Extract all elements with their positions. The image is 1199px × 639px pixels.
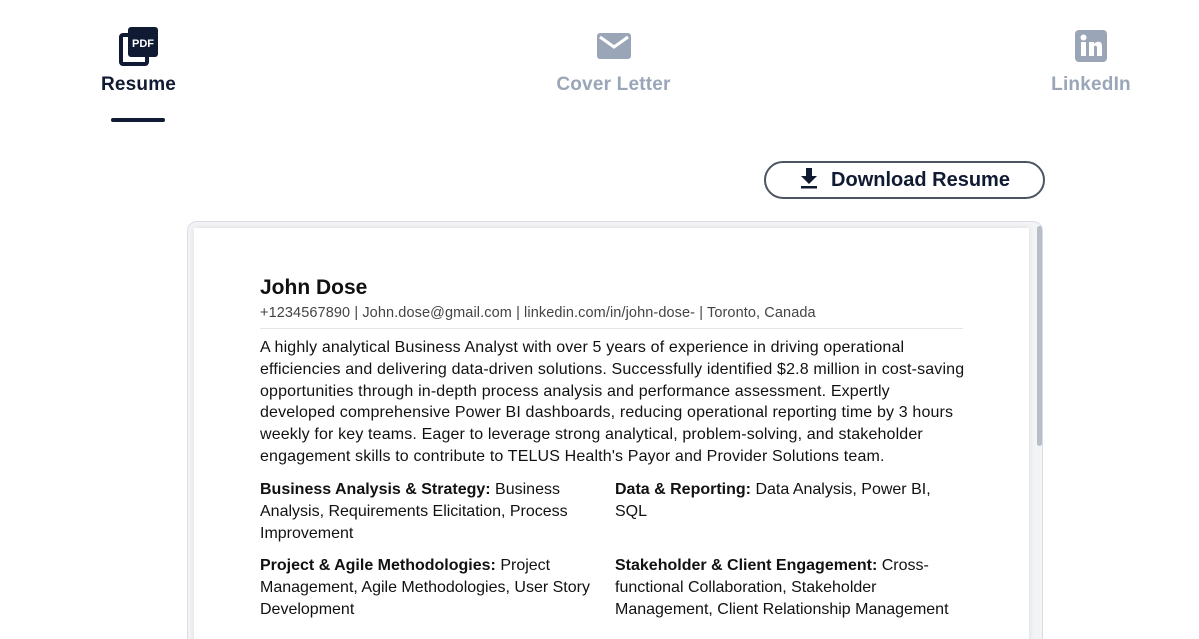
skill-group bbox=[260, 555, 600, 621]
resume-summary: A highly analytical Business Analyst with over 5 years of experience in driving operational efficiencies and delivering data-driven solutions. Successfully identified $2.8 million in cost-saving opportunities through in-depth process analysis and performance assessment. Expertly developed comprehensive Power BI dashboards, reducing operational reporting time by 3 hours weekly for key teams. Eager to leverage strong analytical, problem-solving, and stakeholder engagement skills to contribute to TELUS Health's Payor and Provider Solutions team. bbox=[260, 339, 965, 465]
tab-label: Cover Letter bbox=[556, 74, 671, 95]
skill-items: Data Analysis, Power BI, SQL bbox=[615, 481, 931, 520]
download-resume-button[interactable] bbox=[764, 161, 1045, 199]
skill-heading: Project & Agile Methodologies: bbox=[260, 557, 501, 574]
tab-resume[interactable] bbox=[98, 24, 179, 96]
download-icon bbox=[799, 167, 819, 194]
resume-contact-line: +1234567890 | John.dose@gmail.com | linkedin.com/in/john-dose- | Toronto, Canada bbox=[260, 305, 816, 321]
skill-items: Cross-functional Collaboration, Stakeholder Management, Client Relationship Management bbox=[615, 557, 949, 618]
resume-name: John Dose bbox=[260, 276, 368, 299]
active-tab-indicator bbox=[111, 118, 165, 122]
skill-heading: Business Analysis & Strategy: bbox=[260, 481, 496, 498]
download-button-label: Download Resume bbox=[831, 168, 1010, 191]
skill-items: Business Analysis, Requirements Elicitation, Process Improvement bbox=[260, 481, 568, 542]
tab-label: LinkedIn bbox=[1051, 74, 1131, 95]
skill-items: Project Management, Agile Methodologies, User Story Development bbox=[260, 557, 590, 618]
pdf-icon bbox=[117, 24, 161, 68]
skill-heading: Data & Reporting: bbox=[615, 481, 756, 498]
skill-group bbox=[615, 479, 955, 523]
tab-label: Resume bbox=[100, 74, 177, 95]
tab-linkedin[interactable] bbox=[1047, 24, 1135, 96]
svg-text:PDF: PDF bbox=[131, 38, 154, 50]
divider bbox=[260, 328, 963, 329]
skill-heading: Stakeholder & Client Engagement: bbox=[615, 557, 882, 574]
skill-group bbox=[615, 555, 955, 621]
skill-group bbox=[260, 479, 600, 545]
linkedin-icon bbox=[1069, 24, 1113, 68]
envelope-icon bbox=[592, 24, 636, 68]
tab-cover-letter[interactable] bbox=[553, 24, 674, 96]
scrollbar[interactable] bbox=[1037, 226, 1042, 446]
